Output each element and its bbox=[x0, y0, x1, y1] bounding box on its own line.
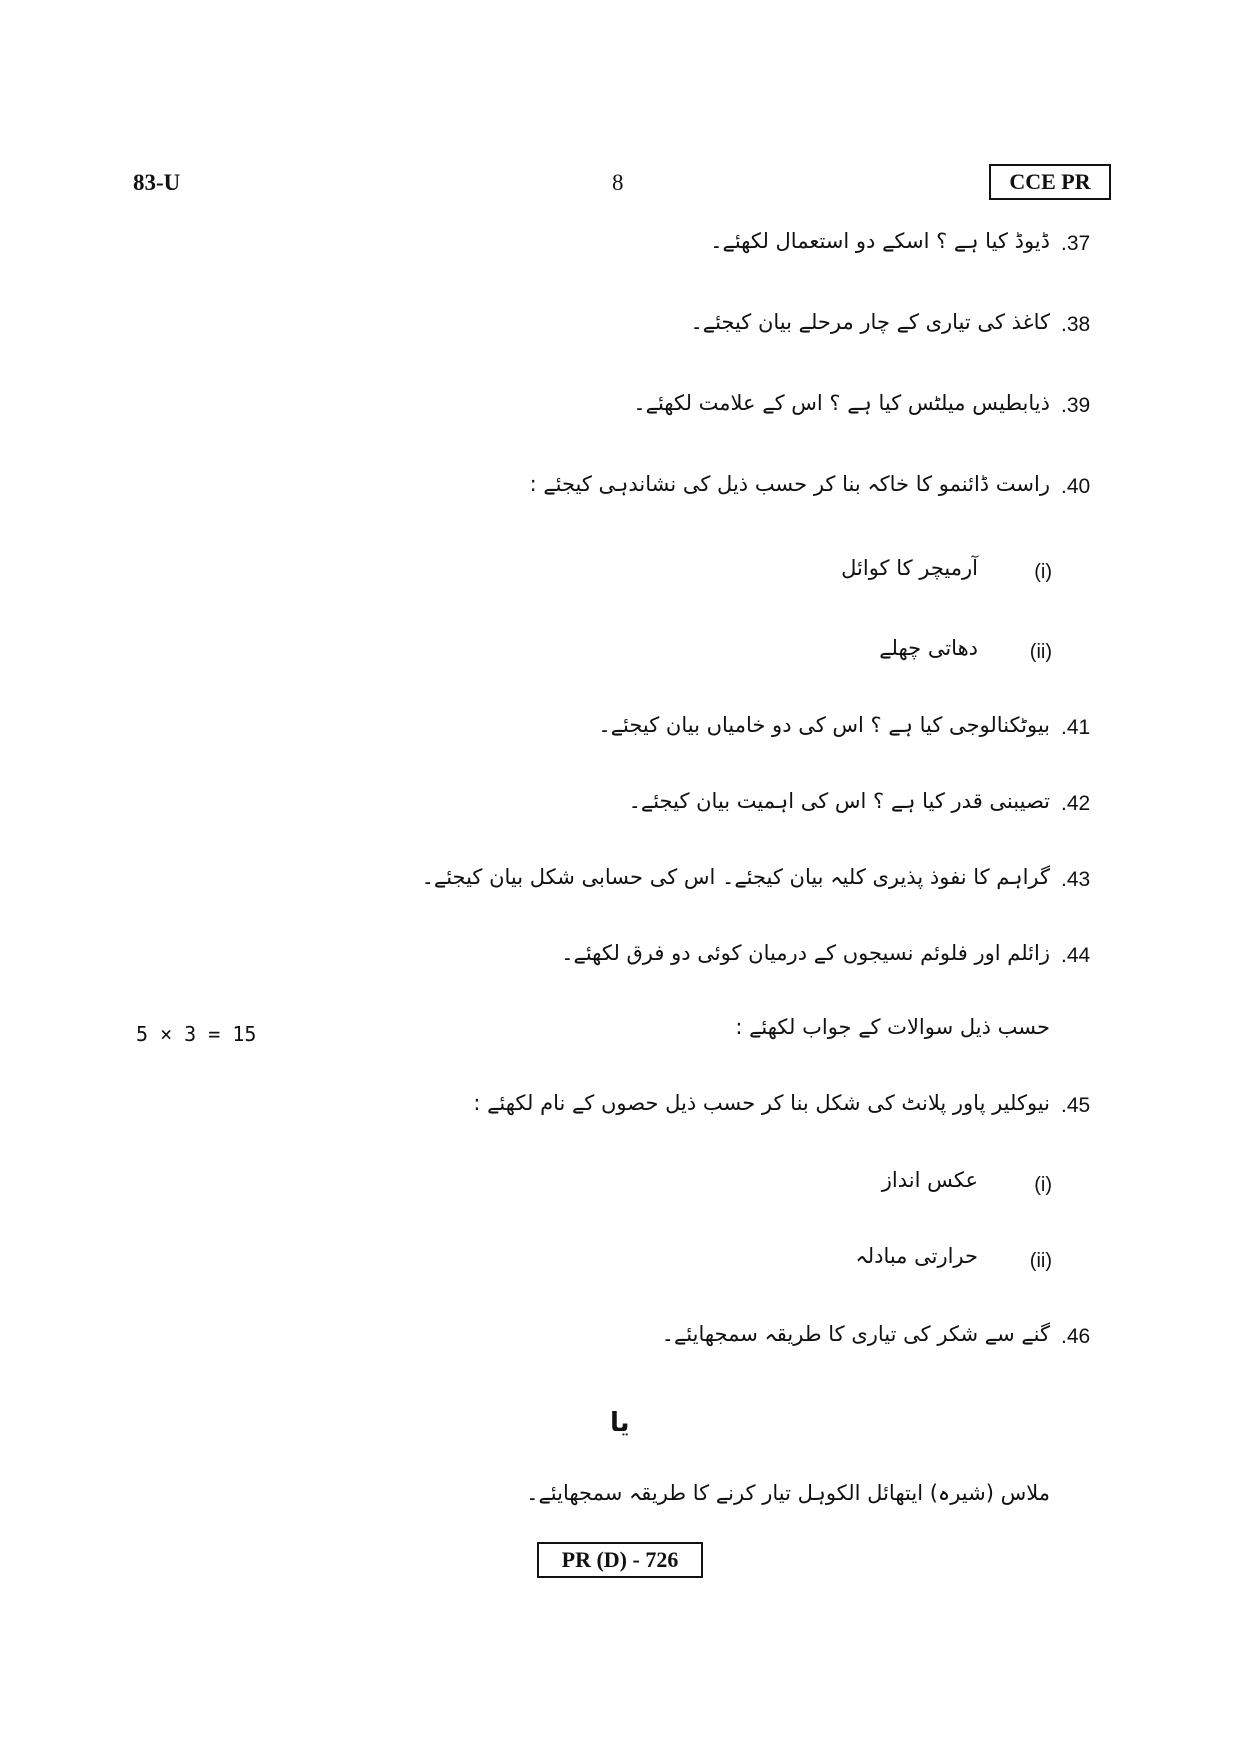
question-number-37: .37 bbox=[1061, 232, 1091, 255]
question-text-45: نیوکلیر پاور پلانٹ کی شکل بنا کر حسب ذیل حصوں کے نام لکھئے : bbox=[473, 1091, 1050, 1115]
question-number-45: .45 bbox=[1061, 1094, 1091, 1117]
question-number-43: .43 bbox=[1061, 868, 1091, 891]
question-number-40: .40 bbox=[1061, 475, 1091, 498]
q45-part-text-ii: حرارتی مبادلہ bbox=[855, 1244, 978, 1268]
q45-part-number-ii: (ii) bbox=[1029, 1250, 1052, 1272]
page-number: 8 bbox=[612, 170, 624, 195]
or-separator: یا bbox=[610, 1408, 630, 1438]
q45-part-text-i: عکس انداز bbox=[881, 1168, 978, 1192]
question-number-46: .46 bbox=[1061, 1325, 1091, 1348]
question-number-41: .41 bbox=[1061, 716, 1091, 739]
footer-code-box bbox=[537, 1542, 703, 1578]
question-text-39: ذیابطیس میلٹس کیا ہے ؟ اس کے علامت لکھئے۔ bbox=[633, 391, 1050, 415]
q45-part-number-i: (i) bbox=[1034, 1174, 1052, 1196]
question-text-42: تصیبنی قدر کیا ہے ؟ اس کی اہمیت بیان کیجئے۔ bbox=[628, 789, 1050, 813]
section-instruction: حسب ذیل سوالات کے جواب لکھئے : bbox=[735, 1015, 1050, 1039]
paper-tag-box bbox=[989, 164, 1111, 200]
question-text-44: زائلم اور فلوئم نسیجوں کے درمیان کوئی دو فرق لکھئے۔ bbox=[561, 941, 1050, 965]
question-number-38: .38 bbox=[1061, 313, 1091, 336]
q40-part-number-ii: (ii) bbox=[1029, 641, 1052, 663]
q40-part-text-ii: دھاتی چھلے bbox=[879, 636, 978, 660]
paper-code: 83-U bbox=[133, 170, 181, 195]
question-number-42: .42 bbox=[1061, 792, 1091, 815]
question-text-37: ڈیوڈ کیا ہے ؟ اسکے دو استعمال لکھئے۔ bbox=[710, 229, 1050, 253]
question-number-39: .39 bbox=[1061, 394, 1091, 417]
question-text-38: کاغذ کی تیاری کے چار مرحلے بیان کیجئے۔ bbox=[690, 310, 1050, 334]
question-text-40: راست ڈائنمو کا خاکہ بنا کر حسب ذیل کی نشاندہی کیجئے : bbox=[529, 472, 1050, 496]
question-text-43: گراہم کا نفوذ پذیری کلیہ بیان کیجئے۔ اس کی حسابی شکل بیان کیجئے۔ bbox=[421, 865, 1050, 889]
paper-tag: CCE PR bbox=[1009, 169, 1091, 194]
question-number-44: .44 bbox=[1061, 944, 1091, 967]
question-text-46: گنے سے شکر کی تیاری کا طریقہ سمجھایئے۔ bbox=[661, 1322, 1050, 1346]
question-text-41: بیوٹکنالوجی کیا ہے ؟ اس کی دو خامیاں بیان کیجئے۔ bbox=[598, 713, 1050, 737]
section-marks: 5 × 3 = 15 bbox=[136, 1022, 257, 1046]
q40-part-number-i: (i) bbox=[1034, 561, 1052, 583]
alternative-question-text: ملاس (شیرہ) ایتھائل الکوہل تیار کرنے کا طریقہ سمجھایئے۔ bbox=[526, 1481, 1050, 1505]
footer-code: PR (D) - 726 bbox=[561, 1547, 679, 1572]
q40-part-text-i: آرمیچر کا کوائل bbox=[841, 556, 978, 580]
